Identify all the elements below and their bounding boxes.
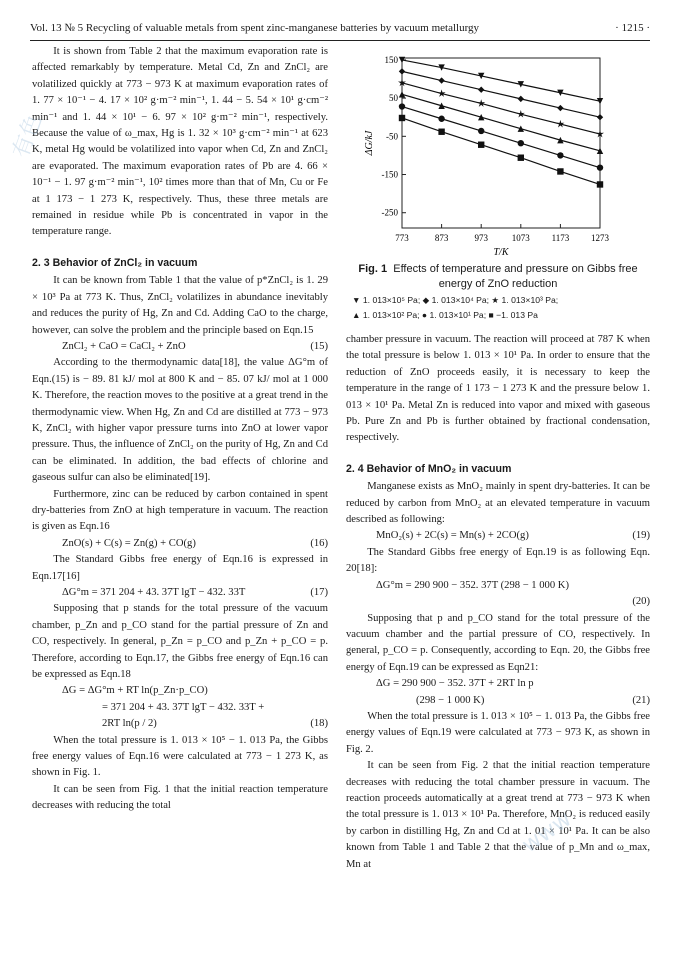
data-point-square: [438, 129, 444, 135]
data-point-diamond: [518, 96, 524, 102]
x-tick-label: 1173: [551, 233, 570, 243]
paragraph: When the total pressure is 1. 013 × 10⁵ − 1. 013 Pa, the Gibbs free energy values of Eqn.19 were calculated at 773 − 973 K, as shown in Fig. 2.: [346, 710, 650, 755]
data-point-square: [399, 115, 405, 121]
paragraph: Supposing that p stands for the total pressure of the vacuum chamber, p_Zn and p_CO stand for the partial pressure of Zn and CO, respectively. In general, p_Zn = p_CO and p_Zn + p_CO = p. Therefore, according to Eqn.17, the Gibbs free energy of Eqn.16 can be expressed as Eqn.18: [32, 603, 328, 681]
data-point-circle: [597, 164, 603, 170]
series-line: [402, 118, 600, 184]
data-point-circle: [557, 152, 563, 158]
data-point-triangle-up: [478, 114, 484, 120]
equation-18-line3: 2RT ln(p / 2) (18): [102, 718, 328, 730]
paragraph: The Standard Gibbs free energy of Eqn.19 is as following Eqn. 20[18]:: [346, 546, 650, 575]
y-tick-label: 150: [384, 54, 398, 65]
running-header: [30, 22, 650, 34]
equation-20: ΔG°m = 290 900 − 352. 37T (298 − 1 000 K): [376, 579, 569, 591]
legend-line-2: ▲ 1. 013×10² Pa; ● 1. 013×10¹ Pa; ■ −1. 013 Pa: [352, 310, 538, 320]
data-point-triangle-up: [518, 125, 524, 131]
section-heading-2-4: 2. 4 Behavior of MnO₂ in vacuum: [346, 462, 512, 475]
y-tick-label: -250: [381, 207, 398, 218]
equation-15: ZnCl₂ + CaO = CaCl₂ + ZnO (15): [62, 340, 328, 352]
paragraph: It can be seen from Fig. 2 that the initial reaction temperature decreases with reducing the total chamber pressure in vacuum. The reaction proceeds automatically at a great trend at 773 − 973 K when the total pressure is 1. 013 × 10¹ Pa. Therefore, MnO₂ is reduced easily by carbon in distilling Hg, Zn and Cd at 1. 01 × 10¹ Pa. It can be also known from Table 1 and Table 2 that the value of p_Mn and ω_max, Mn at: [346, 760, 650, 870]
data-point-square: [557, 168, 563, 174]
header-rule: [30, 40, 650, 41]
paragraph: It can be known from Table 1 that the value of p*ZnCl₂ is 1. 29 × 10³ Pa at 773 K. Thus, ZnCl₂ volatilizes in abundance inevitably and reduces the purity of Hg, Zn and Cd. Adding CaO to the charge, however, can solve the problem and the principle based on Eqn.15: [32, 275, 328, 336]
equation-20-number: (20): [632, 596, 650, 608]
equation-21-line2: (298 − 1 000 K) (21): [416, 694, 650, 706]
watermark: www: [517, 806, 577, 859]
paragraph: It is shown from Table 2 that the maximum evaporation rate is affected remarkably by temperature. Metal Cd, Zn and ZnCl₂ are volatilized quickly at 773 − 973 K at maximum evaporation rates of 1. 77 × 10⁻¹ − 4. 17 × 10² g·m⁻² min⁻¹, 1. 44 − 5. 54 × 10¹ g·cm⁻² min⁻¹ and 1. 44 × 10¹ − 6. 97 × 10² g·m⁻² min⁻¹, respectively. Because the value of ω_max, Hg is 1. 32 × 10³ g·cm⁻² min⁻¹ at 623 K, metal Hg would be volatilized into vapor when Cd, Zn and ZnCl₂ are evaporated. The maximum evaporation rates of Pb are 4. 66 × 10⁻¹ − 1. 97 g·m⁻² min⁻¹, 10² times more than that of Mn, Cu or Fe at 1 173 − 1 273 K, respectively. Thus, these three metals are remained in residue while Pb is concentrated in vapor in the temperature range.: [32, 46, 328, 238]
x-tick-label: 1073: [511, 233, 530, 243]
series-line: [402, 60, 600, 101]
data-point-diamond: [478, 87, 484, 93]
paragraph: chamber pressure in vacuum. The reaction will proceed at 787 K when the total pressure is below 1. 013 × 10¹ Pa. In order to ensure that the reduction of ZnO proceeds easily, it is necessary to keep the temperature in the range of 1 173 − 1 273 K and the pressure below 1. 013 × 10¹ Pa. Metal Zn is reduced into vapor and mixed with gaseous Pb. Pure Zn and Pb is further obtained by fractional condensation, respectively.: [346, 334, 650, 444]
y-axis-label: ΔG/kJ: [364, 130, 375, 156]
figure-label: Fig. 1: [358, 263, 388, 275]
equation-19: MnO₂(s) + 2C(s) = Mn(s) + 2CO(g) (19): [376, 530, 650, 542]
gibbs-energy-chart: [346, 50, 650, 260]
data-point-square: [478, 142, 484, 148]
paragraph: The Standard Gibbs free energy of Eqn.16 is expressed in Eqn.17[16]: [32, 554, 328, 582]
data-point-triangle-up: [438, 103, 444, 109]
paragraph: Supposing that p and p_CO stand for the total pressure of the vacuum chamber and the partial pressure of CO, respectively. In general, p_CO = p. Consequently, according to Eqn. 20, the Gibbs free energy of Eqn.19 can be expressed as Eqn21:: [346, 612, 650, 673]
data-point-triangle-up: [399, 91, 405, 97]
data-point-square: [597, 181, 603, 187]
equation-16: ZnO(s) + C(s) = Zn(g) + CO(g) (16): [62, 537, 328, 549]
data-point-diamond: [399, 68, 405, 74]
x-tick-label: 1273: [591, 233, 609, 243]
right-column: [346, 332, 650, 873]
paragraph: According to the thermodynamic data[18], the value ΔG°m of Eqn.(15) is − 89. 81 kJ/ mol at 800 K and − 85. 07 kJ/ mol at 1 000 K. Therefore, the reaction moves to the positive at a great trend in the thermodynamic view. When Hg, Zn and Cd are distilled at 773 − 973 K, ZnCl₂ with higher vapor pressure turns into ZnO at lower vapor pressure. Thus, the influence of ZnCl₂ on the purity of Hg, Zn and Cd can be eliminated. In addition, the bad effects of chlorine and gaseous sulfur can also be eliminated[19].: [32, 357, 328, 484]
x-axis-label: T/K: [493, 247, 509, 258]
equation-18-line2: = 371 204 + 43. 37T lgT − 432. 33T +: [102, 701, 265, 713]
header-page-number: · 1215 ·: [615, 22, 650, 34]
data-point-diamond: [597, 114, 603, 120]
legend-line-1: ▼ 1. 013×10⁵ Pa; ◆ 1. 013×10⁴ Pa; ★ 1. 013×10³ Pa;: [352, 295, 559, 305]
paragraph: Furthermore, zinc can be reduced by carbon contained in spent dry-batteries from ZnO at high temperature in vacuum. The reaction is given as Eqn.16: [32, 488, 328, 533]
paragraph: When the total pressure is 1. 013 × 10⁵ − 1. 013 Pa, the Gibbs free energy values of Eqn.16 were calculated at 773 − 1 273 K, as shown in Fig. 1.: [32, 734, 328, 779]
left-column: [32, 44, 328, 815]
x-tick-label: 773: [395, 233, 409, 243]
series-line: [402, 94, 600, 151]
y-tick-label: -150: [381, 169, 398, 180]
data-point-square: [518, 155, 524, 161]
header-left: Vol. 13 № 5 Recycling of valuable metals from spent zinc-manganese batteries by vacuum metallurgy: [30, 22, 480, 34]
equation-21-line1: ΔG = 290 900 − 352. 37T + 2RT ln p: [376, 678, 534, 690]
series-line: [402, 83, 600, 134]
watermark: 有色: [8, 111, 48, 162]
equation-17: ΔG°m = 371 204 + 43. 37T lgT − 432. 33T (17): [62, 587, 328, 598]
series-line: [402, 107, 600, 168]
paragraph: Manganese exists as MnO₂ mainly in spent dry-batteries. It can be reduced by carbon from MnO₂ at an elevated temperature in vacuum described as following:: [346, 481, 650, 526]
y-tick-label: 50: [389, 93, 398, 104]
data-point-circle: [478, 128, 484, 134]
figure-1: [346, 50, 650, 330]
data-point-circle: [518, 140, 524, 146]
data-point-circle: [438, 116, 444, 122]
figure-caption: [346, 262, 650, 292]
y-tick-label: -50: [386, 131, 398, 142]
x-tick-label: 873: [434, 233, 449, 243]
x-tick-label: 973: [474, 233, 488, 243]
figure-caption-text: Effects of temperature and pressure on Gibbs free energy of ZnO reduction: [393, 263, 638, 290]
data-point-circle: [399, 103, 405, 109]
data-point-diamond: [438, 77, 444, 83]
section-heading-2-3: 2. 3 Behavior of ZnCl₂ in vacuum: [32, 256, 198, 269]
equation-18-line1: ΔG = ΔG°m + RT ln(p_Zn·p_CO): [62, 685, 208, 697]
figure-legend: [352, 293, 652, 323]
data-point-diamond: [557, 105, 563, 111]
paragraph: It can be seen from Fig. 1 that the initial reaction temperature decreases with reducing the total: [32, 783, 328, 812]
